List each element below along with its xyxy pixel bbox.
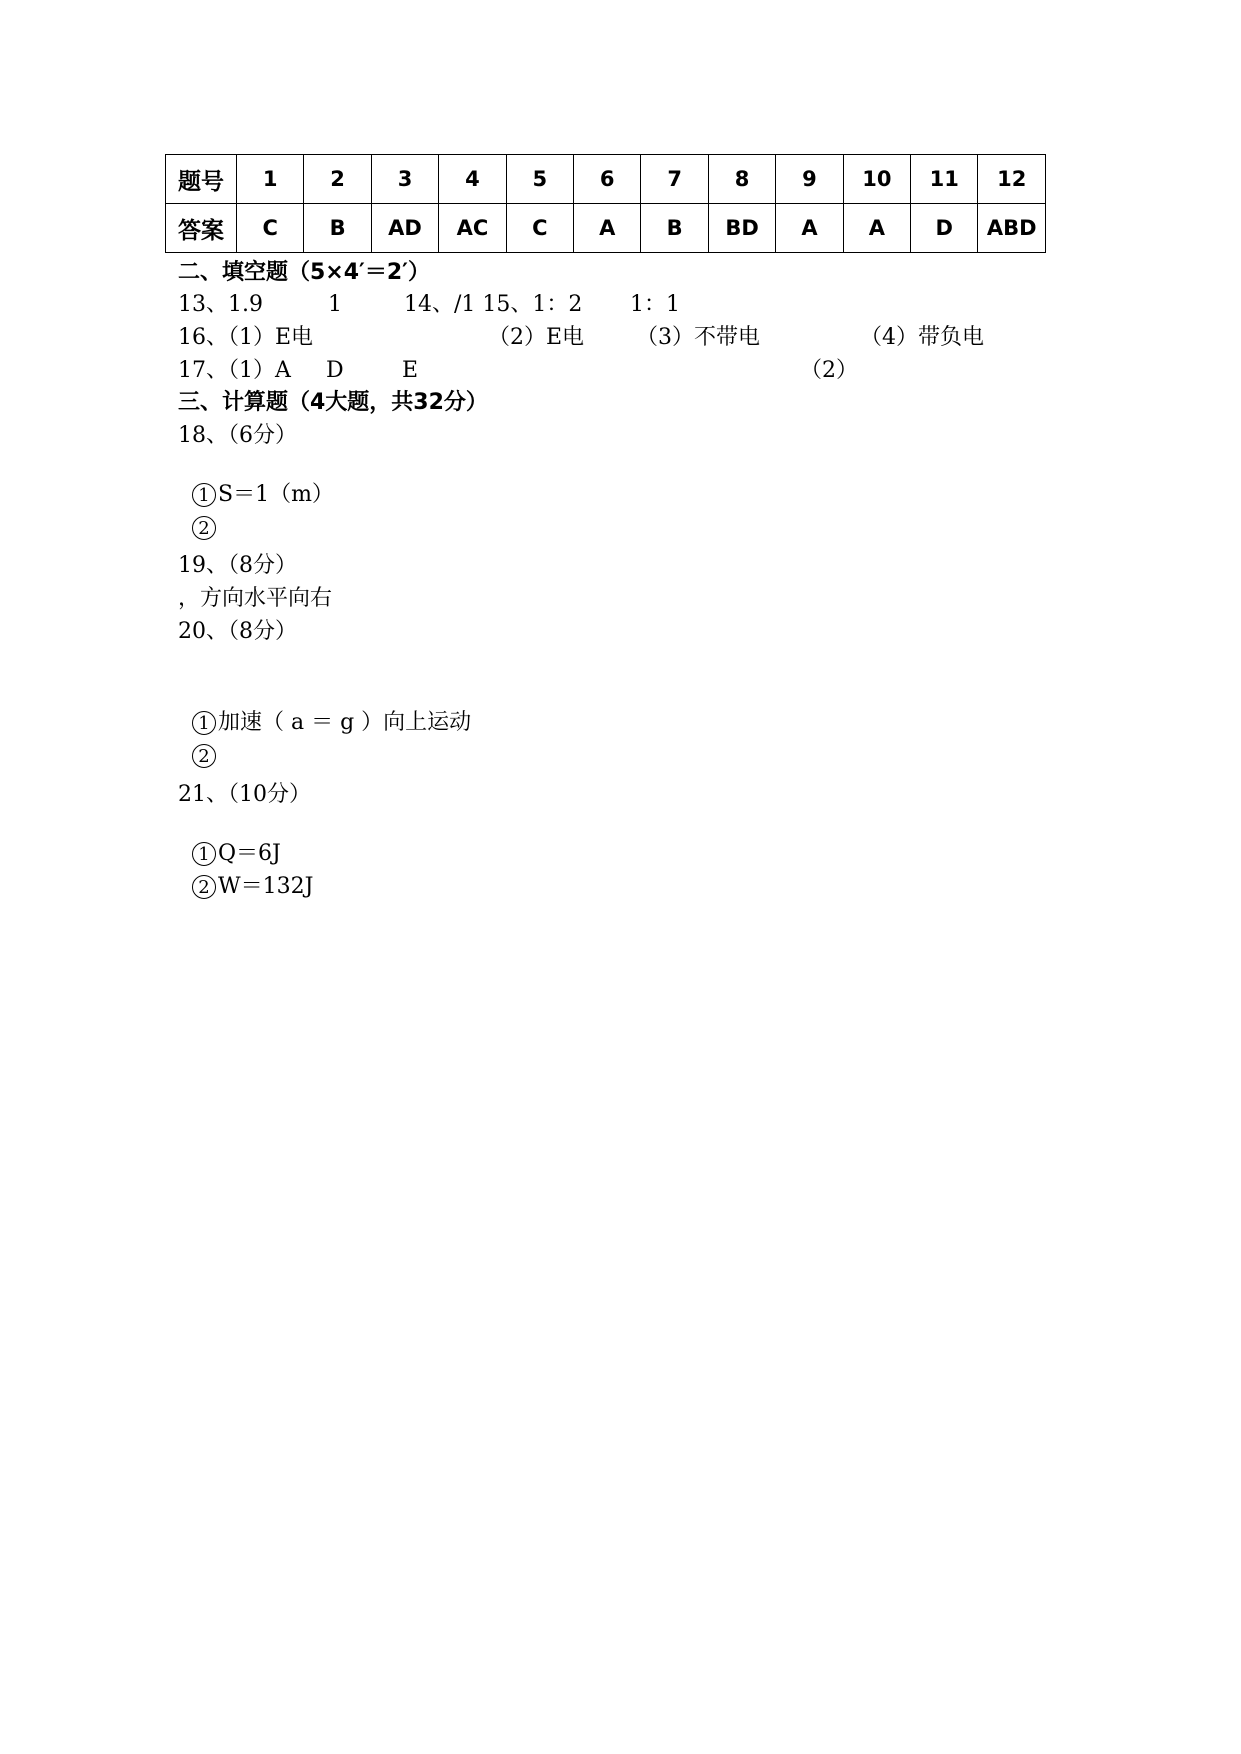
circled-number: 1 <box>192 711 216 735</box>
q16-answer-4: （4）带负电 <box>860 325 984 350</box>
q21-part2 <box>178 848 313 900</box>
q17-answer-2: （2） <box>800 358 858 383</box>
answer-cell: C <box>237 204 304 253</box>
q16-answer-2: （2）E电 <box>488 325 585 350</box>
q20-part1-text: 加速（ a ＝ g ）向上运动 <box>218 710 472 735</box>
row-label-answer: 答案 <box>166 204 237 253</box>
q18-part1-text: S＝1（m） <box>218 482 334 507</box>
row-label-number: 题号 <box>166 155 237 204</box>
question-number: 2 <box>304 155 371 204</box>
circled-number: 2 <box>192 516 216 540</box>
answer-cell: AD <box>371 204 438 253</box>
q18-title: 18、（6分） <box>178 423 297 448</box>
q18-part2 <box>178 489 218 541</box>
q19-title: 19、（8分） <box>178 553 297 578</box>
q20-part1 <box>178 684 471 736</box>
question-number: 7 <box>641 155 708 204</box>
question-number: 8 <box>708 155 775 204</box>
circled-number: 2 <box>192 744 216 768</box>
q20-part2 <box>178 717 218 769</box>
section3-heading: 三、计算题（4大题，共32分） <box>178 390 488 415</box>
q15-answer-b: 1：1 <box>630 292 680 317</box>
answer-cell: BD <box>708 204 775 253</box>
answer-cell: ABD <box>978 204 1046 253</box>
circled-number: 1 <box>192 483 216 507</box>
question-number: 3 <box>371 155 438 204</box>
answer-cell: A <box>843 204 910 253</box>
q13-answer: 13、1.9 <box>178 292 263 317</box>
answer-cell: A <box>776 204 843 253</box>
q21-part2-text: W＝132J <box>218 874 314 899</box>
question-number: 5 <box>506 155 573 204</box>
question-number: 1 <box>237 155 304 204</box>
question-number: 12 <box>978 155 1046 204</box>
question-number: 6 <box>574 155 641 204</box>
circled-number: 2 <box>192 875 216 899</box>
q16-answer-1: 16、（1）E电 <box>178 325 314 350</box>
answer-row <box>166 204 1046 253</box>
q17-answer-1b: D <box>326 358 344 383</box>
q19-answer: ，方向水平向右 <box>178 586 333 611</box>
q17-answer-1c: E <box>402 358 419 383</box>
q17-answer-1: 17、（1）A <box>178 358 291 383</box>
question-number: 11 <box>911 155 978 204</box>
question-number: 4 <box>439 155 506 204</box>
answer-cell: A <box>574 204 641 253</box>
q13-answer-b: 1 <box>328 292 342 317</box>
q21-title: 21、（10分） <box>178 782 311 807</box>
answer-cell: B <box>641 204 708 253</box>
q20-title: 20、（8分） <box>178 619 297 644</box>
answer-table <box>165 154 1046 253</box>
q16-answer-3: （3）不带电 <box>636 325 760 350</box>
question-number: 10 <box>843 155 910 204</box>
q21-part1-text: Q＝6J <box>218 841 281 866</box>
circled-number: 1 <box>192 842 216 866</box>
answer-cell: C <box>506 204 573 253</box>
question-number-row <box>166 155 1046 204</box>
answer-cell: B <box>304 204 371 253</box>
q14-q15-answer: 14、/1 15、1：2 <box>404 292 583 317</box>
section2-heading: 二、填空题（5×4′＝2′） <box>178 260 430 285</box>
answer-cell: D <box>911 204 978 253</box>
answer-cell: AC <box>439 204 506 253</box>
question-number: 9 <box>776 155 843 204</box>
